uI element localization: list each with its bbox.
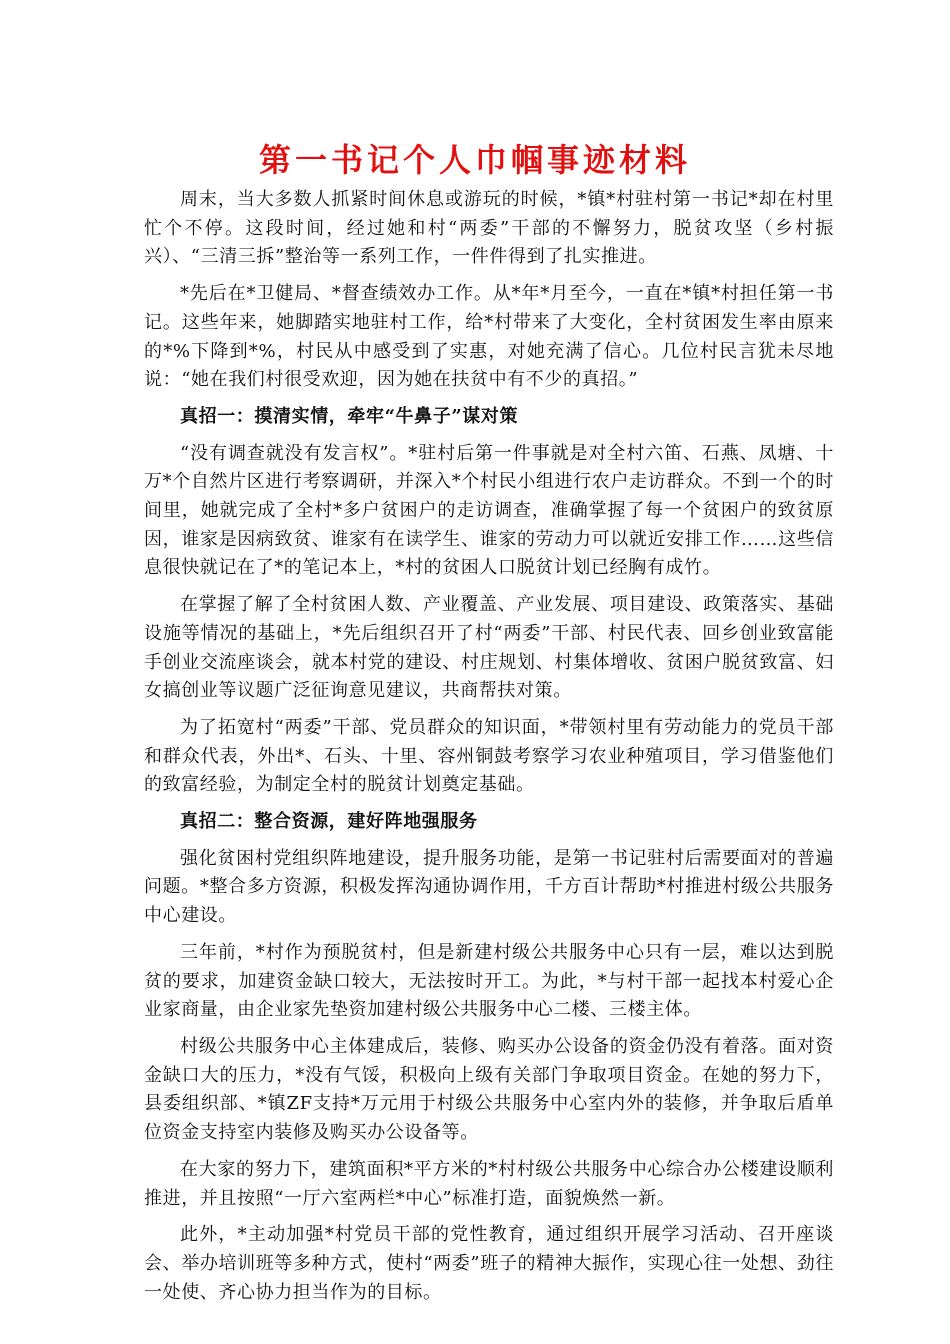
body-paragraph: *先后在*卫健局、*督查绩效办工作。从*年*月至今，一直在*镇*村担任第一书记。这些年来，她脚踏实地驻村工作，给*村带来了大变化，全村贫困发生率由原来的*%下降到*%，村民从中感受到了实惠，对她充满了信心。几位村民言犹未尽地说：“她在我们村很受欢迎，因为她在扶贫中有不少的真招。” [144,283,834,391]
body-paragraph: 三年前，*村作为预脱贫村，但是新建村级公共服务中心只有一层，难以达到脱贫的要求，加建资金缺口较大，无法按时开工。为此，*与村干部一起找本村爱心企业家商量，由企业家先垫资加建村级公共服务中心二楼、三楼主体。 [144,941,834,1021]
body-paragraph: 村级公共服务中心主体建成后，装修、购买办公设备的资金仍没有着落。面对资金缺口大的压力，*没有气馁，积极向上级有关部门争取项目资金。在她的努力下，县委组织部、*镇ZF支持*万元用于村级公共服务中心室内外的装修，并争取后盾单位资金支持室内装修及购买办公设备等。 [144,1035,834,1144]
section-heading: 真招一：摸清实情，牵牢“牛鼻子”谋对策 [180,405,519,427]
body-paragraph: 在大家的努力下，建筑面积*平方米的*村村级公共服务中心综合办公楼建设顺利推进，并且按照“一厅六室两栏*中心”标准打造，面貌焕然一新。 [144,1158,834,1209]
body-paragraph: 强化贫困村党组织阵地建设，提升服务功能，是第一书记驻村后需要面对的普遍问题。*整合多方资源，积极发挥沟通协调作用，千方百计帮助*村推进村级公共服务中心建设。 [144,847,834,927]
body-paragraph: 为了拓宽村“两委”干部、党员群众的知识面，*带领村里有劳动能力的党员干部和群众代表，外出*、石头、十里、容州铜鼓考察学习农业种殖项目，学习借鉴他们的致富经验，为制定全村的脱贫计划奠定基础。 [144,716,834,796]
document-title: 第一书记个人巾帼事迹材料 [258,141,691,179]
body-paragraph: 此外，*主动加强*村党员干部的党性教育，通过组织开展学习活动、召开座谈会、举办培训班等多种方式，使村“两委”班子的精神大振作，实现心往一处想、劲往一处使、齐心协力担当作为的目标。 [144,1224,834,1303]
body-paragraph: 周末，当大多数人抓紧时间休息或游玩的时候，*镇*村驻村第一书记*却在村里忙个不停。这段时间，经过她和村“两委”干部的不懈努力，脱贫攻坚（乡村振兴）、“三清三拆”整治等一系列工作，一件件得到了扎实推进。 [144,189,834,268]
document-body [144,186,834,1315]
body-paragraph: “没有调查就没有发言权”。*驻村后第一件事就是对全村六笛、石燕、凤塘、十万*个自然片区进行考察调研，并深入*个村民小组进行农户走访群众。不到一个的时间里，她就完成了全村*多户贫困户的走访调查，准确掌握了每一个贫困户的致贫原因，谁家是因病致贫、谁家有在读学生、谁家的劳动力可以就近安排工作……这些信息很快就记在了*的笔记本上，*村的贫困人口脱贫计划已经胸有成竹。 [144,442,834,579]
section-heading: 真招二：整合资源，建好阵地强服务 [180,811,478,833]
body-paragraph: 在掌握了解了全村贫困人数、产业覆盖、产业发展、项目建设、政策落实、基础设施等情况的基础上，*先后组织召开了村“两委”干部、村民代表、回乡创业致富能手创业交流座谈会，就本村党的建设、村庄规划、村集体增收、贫困户脱贫致富、妇女搞创业等议题广泛征询意见建议，共商帮扶对策。 [144,594,834,702]
